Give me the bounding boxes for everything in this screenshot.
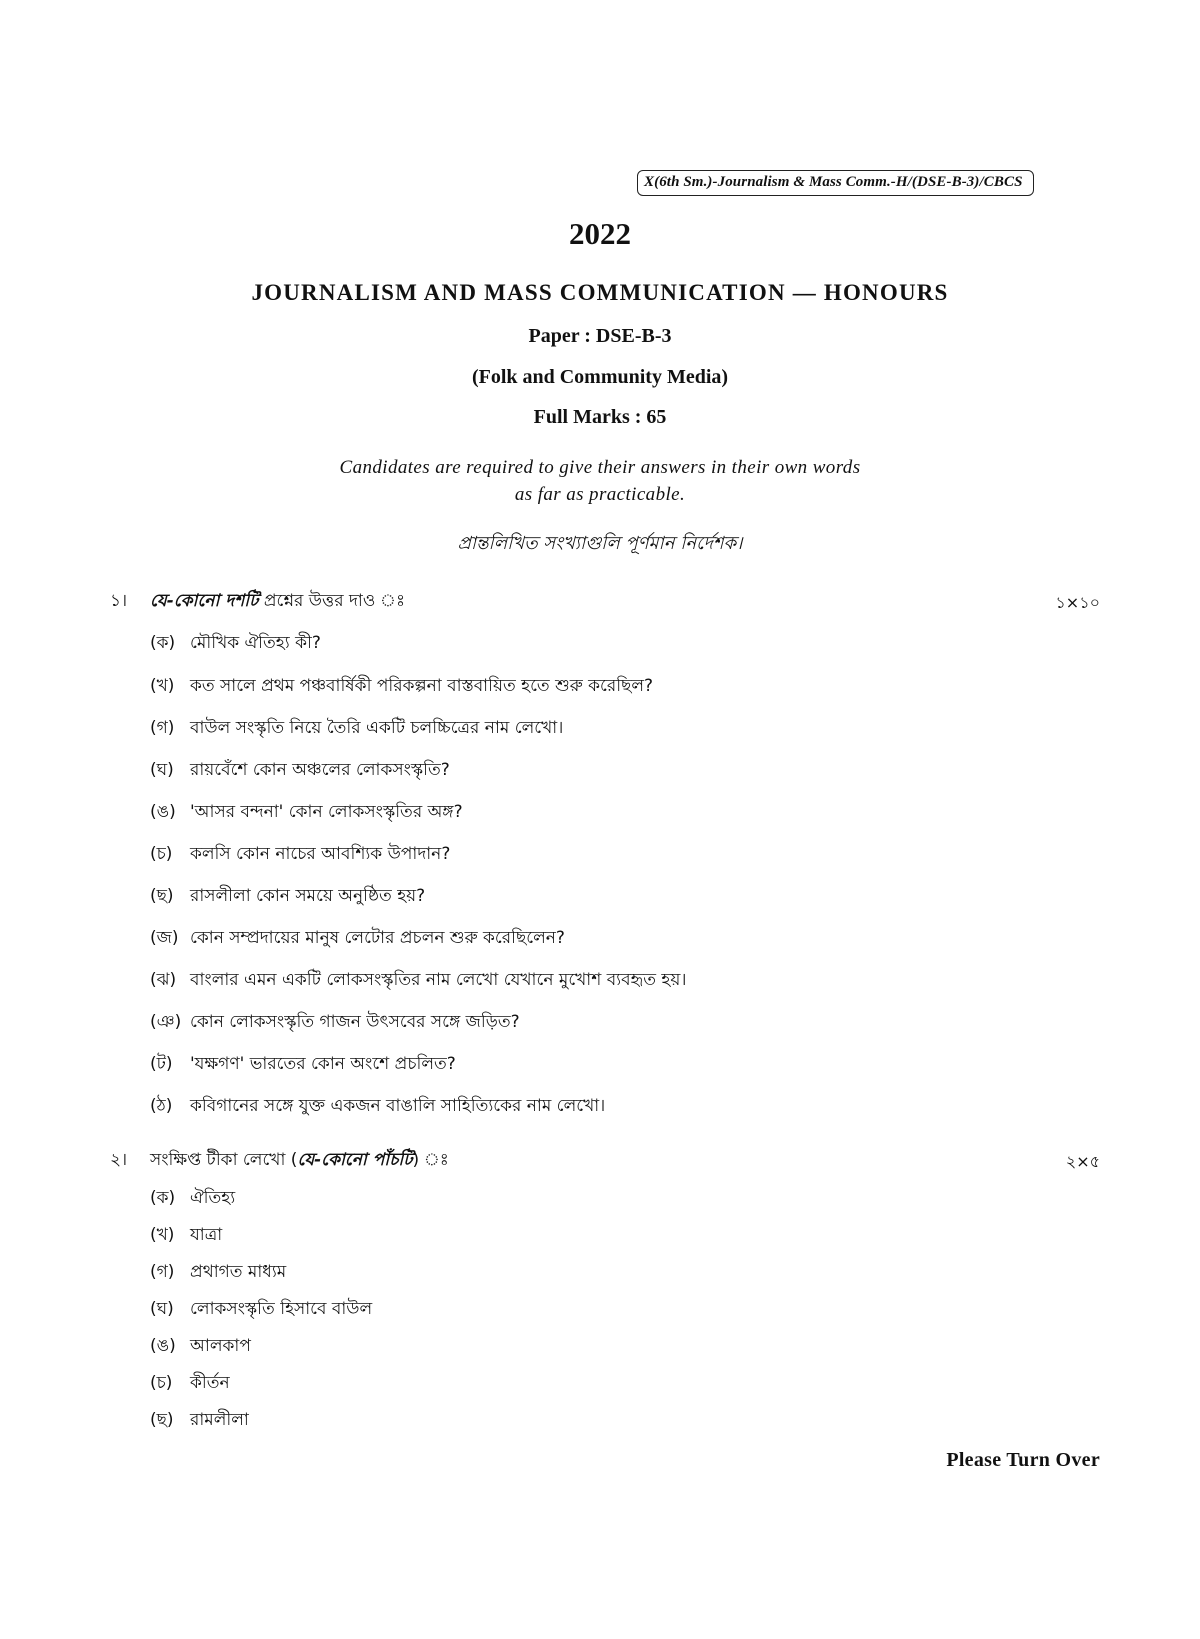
question-text: সংক্ষিপ্ত টীকা লেখো (যে-কোনো পাঁচটি) ঃ: [150, 1150, 449, 1170]
question-marks: ১×১০: [1055, 593, 1100, 612]
list-item: (খ) যাত্রা: [150, 1225, 223, 1245]
list-item: (ঙ) আলকাপ: [150, 1336, 251, 1356]
list-item: (ক) মৌখিক ঐতিহ্য কী?: [150, 633, 321, 653]
list-item: (জ) কোন সম্প্রদায়ের মানুষ লেটোর প্রচলন শুরু করেছিলেন?: [150, 928, 565, 948]
paper-code-box: X(6th Sm.)-Journalism & Mass Comm.-H/(DSE-B-3)/CBCS: [637, 170, 1034, 196]
exam-year: 2022: [569, 216, 631, 251]
list-item: (ছ) রামলীলা: [150, 1410, 249, 1430]
list-item: (গ) প্রথাগত মাধ্যম: [150, 1262, 287, 1282]
question-text-main: প্রশ্নের উত্তর দাও ঃ: [258, 591, 406, 611]
please-turn-over: Please Turn Over: [946, 1449, 1100, 1471]
subject-title: JOURNALISM AND MASS COMMUNICATION — HONOURS: [251, 280, 949, 305]
list-item: (ঘ) রায়বেঁশে কোন অঞ্চলের লোকসংস্কৃতি?: [150, 760, 450, 780]
question-emphasis: যে-কোনো দশটি: [150, 591, 259, 611]
list-item: (খ) কত সালে প্রথম পঞ্চবার্ষিকী পরিকল্পনা বাস্তবায়িত হতে শুরু করেছিল?: [150, 676, 654, 696]
paper-topic: (Folk and Community Media): [471, 366, 729, 388]
question-marks: ২×৫: [1065, 1152, 1100, 1171]
list-item: (গ) বাউল সংস্কৃতি নিয়ে তৈরি একটি চলচ্চিত্রের নাম লেখো।: [150, 718, 564, 738]
list-item: (ঘ) লোকসংস্কৃতি হিসাবে বাউল: [150, 1299, 373, 1319]
instruction-bengali: প্রান্তলিখিত সংখ্যাগুলি পূর্ণমান নির্দেশক।: [457, 533, 743, 554]
list-item: (ক) ঐতিহ্য: [150, 1188, 236, 1208]
full-marks: Full Marks : 65: [533, 406, 667, 428]
question-emphasis: যে-কোনো পাঁচটি: [297, 1150, 413, 1170]
list-item: (চ) কলসি কোন নাচের আবশ্যিক উপাদান?: [150, 844, 451, 864]
list-item: (ঞ) কোন লোকসংস্কৃতি গাজন উৎসবের সঙ্গে জড়িত?: [150, 1012, 520, 1032]
list-item: (ঝ) বাংলার এমন একটি লোকসংস্কৃতির নাম লেখো যেখানে মুখোশ ব্যবহৃত হয়।: [150, 970, 687, 990]
list-item: (ট) 'যক্ষগণ' ভারতের কোন অংশে প্রচলিত?: [150, 1054, 456, 1074]
list-item: (চ) কীর্তন: [150, 1373, 230, 1393]
list-item: (ছ) রাসলীলা কোন সময়ে অনুষ্ঠিত হয়?: [150, 886, 426, 906]
instruction-line-2: as far as practicable.: [514, 484, 686, 505]
instruction-line-1: Candidates are required to give their answers in their own words: [339, 457, 861, 478]
question-number: ২।: [110, 1150, 128, 1170]
question-number: ১।: [110, 591, 128, 611]
question-text: [150, 588, 405, 616]
paper-code: Paper : DSE-B-3: [528, 325, 672, 347]
list-item: (ঙ) 'আসর বন্দনা' কোন লোকসংস্কৃতির অঙ্গ?: [150, 802, 463, 822]
list-item: (ঠ) কবিগানের সঙ্গে যুক্ত একজন বাঙালি সাহিত্যিকের নাম লেখো।: [150, 1096, 606, 1116]
